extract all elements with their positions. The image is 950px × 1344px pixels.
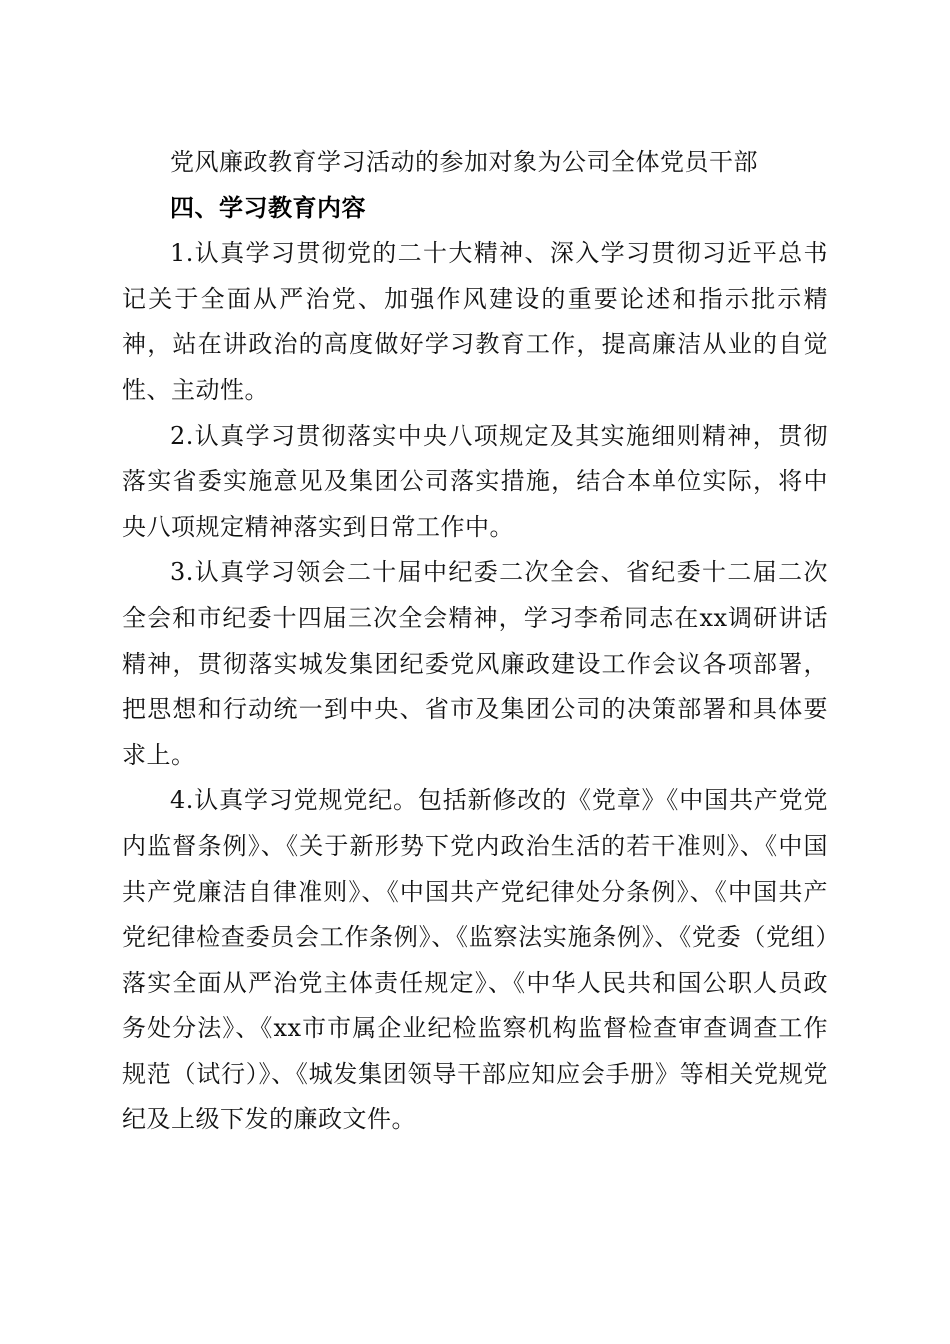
list-item-3: 3.认真学习领会二十届中纪委二次全会、省纪委十二届二次全会和市纪委十四届三次全会精神，学习李希同志在xx调研讲话精神，贯彻落实城发集团纪委党风廉政建设工作会议各项部署，把思想和行动统一到中央、省市及集团公司的决策部署和具体要求上。 xyxy=(122,558,828,769)
document-body xyxy=(122,140,828,1143)
intro-paragraph: 党风廉政教育学习活动的参加对象为公司全体党员干部 xyxy=(170,148,758,176)
list-item-2: 2.认真学习贯彻落实中央八项规定及其实施细则精神，贯彻落实省委实施意见及集团公司落实措施，结合本单位实际，将中央八项规定精神落实到日常工作中。 xyxy=(122,421,828,541)
list-item-4: 4.认真学习党规党纪。包括新修改的《党章》《中国共产党党内监督条例》、《关于新形势下党内政治生活的若干准则》、《中国共产党廉洁自律准则》、《中国共产党纪律处分条例》、《中国共产党纪律检查委员会工作条例》、《监察法实施条例》、《党委（党组）落实全面从严治党主体责任规定》、《中华人民共和国公职人员政务处分法》、《xx市市属企业纪检监察机构监督检查审查调查工作规范（试行）》、《城发集团领导干部应知应会手册》等相关党规党纪及上级下发的廉政文件。 xyxy=(122,786,828,1134)
list-item-1: 1.认真学习贯彻党的二十大精神、深入学习贯彻习近平总书记关于全面从严治党、加强作风建设的重要论述和指示批示精神，站在讲政治的高度做好学习教育工作，提高廉洁从业的自觉性、主动性。 xyxy=(122,239,828,404)
section-heading: 四、学习教育内容 xyxy=(170,193,366,222)
